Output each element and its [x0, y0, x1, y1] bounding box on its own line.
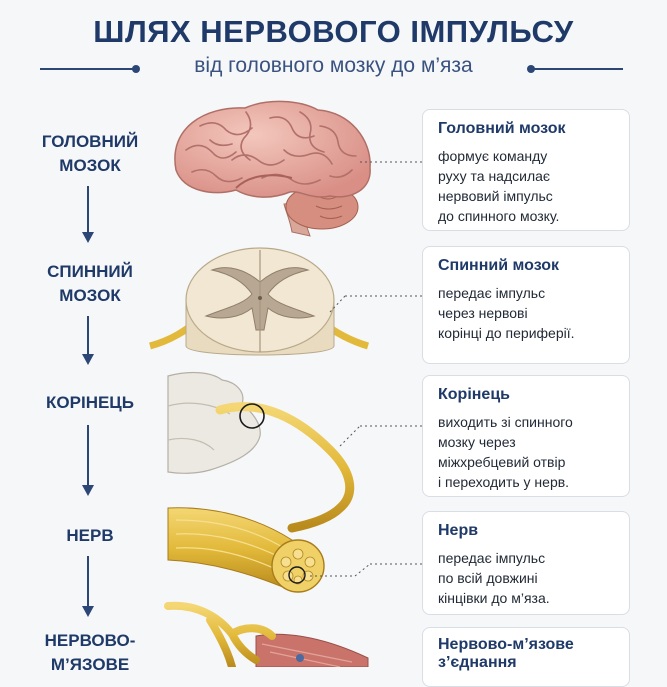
nerve-trunk-illustration	[168, 508, 324, 592]
spinal-cord-illustration	[150, 248, 368, 355]
page-title: ШЛЯХ НЕРВОВОГО ІМПУЛЬСУ	[93, 14, 574, 49]
card-title: Нервово-м’язове	[438, 636, 574, 653]
stage-label-nerve: НЕРВ	[66, 526, 114, 545]
stage-label-root: КОРІНЕЦЬ	[46, 393, 134, 412]
card-title: Головний мозок	[438, 120, 566, 137]
info-card-nerve	[422, 511, 630, 615]
card-title-continued: з’єднання	[438, 654, 517, 671]
card-title: Нерв	[438, 522, 479, 539]
card-text: формує команду руху та надсилає нервовий імпульс до спинного мозку.	[438, 148, 560, 224]
info-card-spinal-cord	[422, 246, 630, 364]
card-text: виходить зі спинного мозку через міжхребцевий отвір і переходить у нерв.	[438, 414, 573, 490]
info-card-root	[422, 375, 630, 497]
neuromuscular-junction-illustration	[168, 606, 368, 667]
info-card-junction	[422, 627, 630, 687]
card-text: передає імпульс через нервові корінці до периферії.	[438, 285, 575, 341]
stage-label-brain: ГОЛОВНИЙ МОЗОК	[41, 132, 139, 175]
info-card-brain	[422, 109, 630, 231]
card-title: Спинний мозок	[438, 257, 560, 274]
card-text: передає імпульс по всій довжині кінцівки до м’яза.	[438, 550, 550, 606]
page-subtitle: від головного мозку до м’яза	[194, 54, 473, 77]
brain-illustration	[175, 101, 370, 236]
stage-label-spinal-cord: СПИННИЙ МОЗОК	[47, 262, 133, 305]
stage-label-junction: НЕРВОВО- М’ЯЗОВЕ	[44, 631, 136, 674]
nerve-root-illustration	[168, 373, 350, 528]
card-title: Корінець	[438, 386, 510, 403]
